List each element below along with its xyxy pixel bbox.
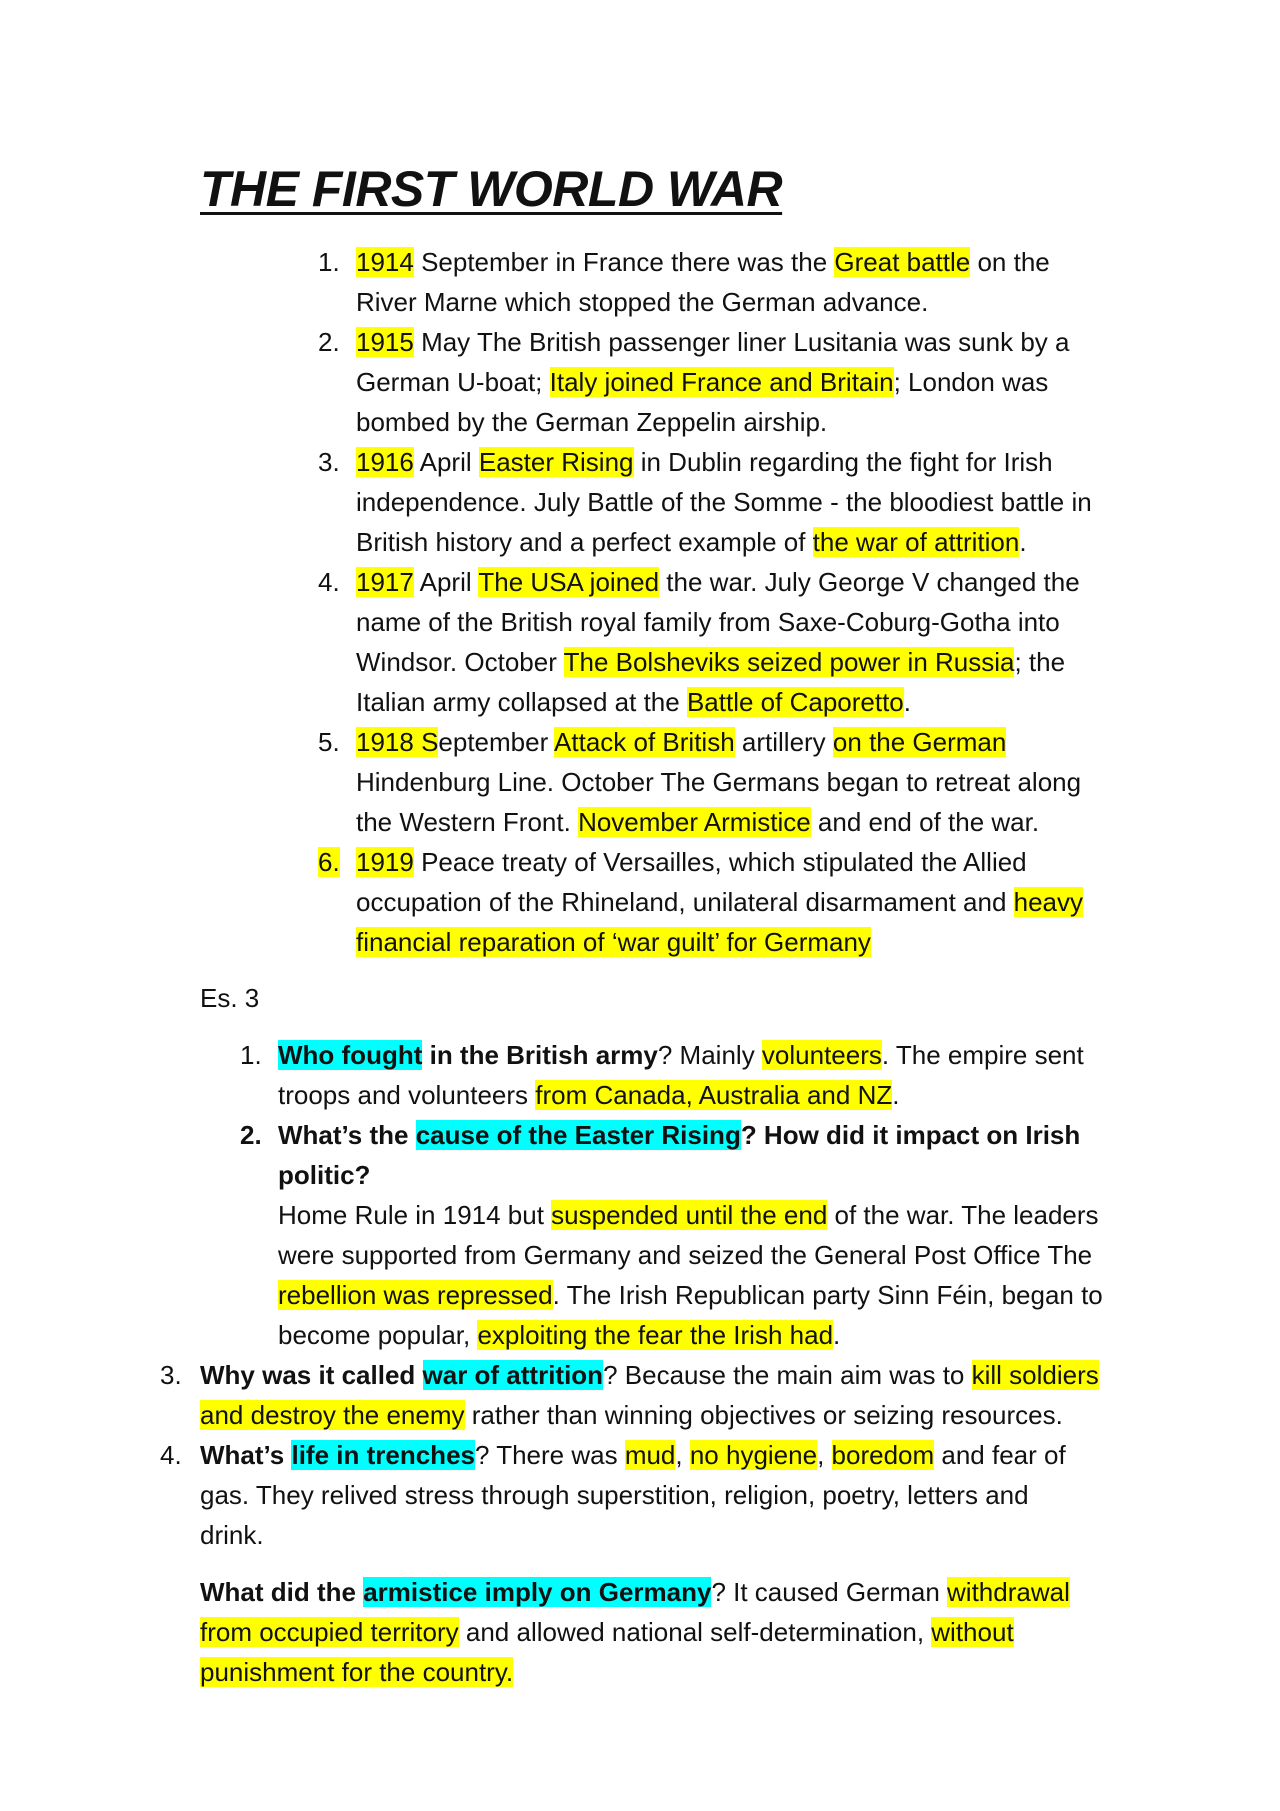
question-line bbox=[200, 1515, 264, 1555]
text-run: What’s the bbox=[278, 1120, 416, 1150]
list-marker bbox=[318, 322, 340, 362]
timeline-item-line bbox=[356, 402, 827, 442]
question-line bbox=[278, 1035, 1084, 1075]
highlighted-text: the war of attrition bbox=[812, 527, 1020, 557]
list-number: 5. bbox=[318, 727, 340, 757]
question-line bbox=[278, 1275, 1103, 1315]
text-run: in Dublin regarding the fight for Irish bbox=[633, 447, 1053, 477]
timeline-item-line bbox=[356, 442, 1053, 482]
question-line bbox=[200, 1355, 1099, 1395]
text-run: troops and volunteers bbox=[278, 1080, 536, 1110]
text-run: ; London was bbox=[893, 367, 1049, 397]
highlighted-text: 1917 bbox=[356, 567, 414, 597]
text-run: . The empire sent bbox=[881, 1040, 1084, 1070]
text-run: and allowed national self-determination, bbox=[458, 1617, 932, 1647]
text-run: were supported from Germany and seized the General Post Office The bbox=[278, 1240, 1093, 1270]
timeline-item-line bbox=[356, 322, 1069, 362]
final-paragraph-line bbox=[200, 1652, 513, 1692]
highlighted-text: and destroy the enemy bbox=[200, 1400, 465, 1430]
question-line bbox=[278, 1115, 1080, 1155]
highlighted-text: withdrawal bbox=[947, 1577, 1070, 1607]
text-run: River Marne which stopped the German advance. bbox=[356, 287, 929, 317]
text-run: April bbox=[413, 447, 479, 477]
list-number: 1. bbox=[318, 247, 340, 277]
text-run: occupation of the Rhineland, unilateral disarmament and bbox=[356, 887, 1014, 917]
text-run: British history and a perfect example of bbox=[356, 527, 813, 557]
text-run: ? How did it impact on Irish bbox=[740, 1120, 1081, 1150]
text-run: and fear of bbox=[934, 1440, 1066, 1470]
timeline-item-line bbox=[356, 522, 1027, 562]
text-run: name of the British royal family from Saxe-Coburg-Gotha into bbox=[356, 607, 1060, 637]
text-run: artillery bbox=[734, 727, 833, 757]
text-run: Windsor. October bbox=[356, 647, 564, 677]
text-run: April bbox=[413, 567, 479, 597]
list-number: 4. bbox=[160, 1440, 182, 1470]
timeline-item-line bbox=[356, 242, 1050, 282]
list-number: 1. bbox=[240, 1040, 262, 1070]
question-line bbox=[278, 1315, 840, 1355]
highlighted-text: on the German bbox=[832, 727, 1007, 757]
timeline-item-line bbox=[356, 482, 1092, 522]
highlighted-text: exploiting the fear the Irish had bbox=[477, 1320, 834, 1350]
question-line bbox=[200, 1475, 1029, 1515]
page-title: THE FIRST WORLD WAR bbox=[200, 161, 783, 217]
list-number: 6. bbox=[318, 847, 340, 877]
timeline-item-line bbox=[356, 602, 1060, 642]
list-marker bbox=[160, 1355, 182, 1395]
text-run: , bbox=[675, 1440, 690, 1470]
text-run: Hindenburg Line. October The Germans began to retreat along bbox=[356, 767, 1082, 797]
text-run: ? Because the main aim was to bbox=[603, 1360, 972, 1390]
text-run: the Western Front. bbox=[356, 807, 579, 837]
highlighted-text: from Canada, Australia and NZ bbox=[535, 1080, 893, 1110]
timeline-item-line bbox=[356, 682, 911, 722]
text-run: of the war. The leaders bbox=[827, 1200, 1099, 1230]
timeline-item-line bbox=[356, 762, 1081, 802]
text-run: and end of the war. bbox=[810, 807, 1040, 837]
final-paragraph-line bbox=[200, 1612, 1014, 1652]
timeline-item-line bbox=[356, 802, 1039, 842]
highlighted-text: 1918 S bbox=[356, 727, 439, 757]
list-number: 3. bbox=[318, 447, 340, 477]
text-run: May The British passenger liner Lusitania was sunk by a bbox=[413, 327, 1070, 357]
text-run: . The Irish Republican party Sinn Féin, began to bbox=[552, 1280, 1103, 1310]
text-run: German U-boat; bbox=[356, 367, 550, 397]
highlighted-text: 1919 bbox=[356, 847, 414, 877]
highlighted-text: rebellion was repressed bbox=[278, 1280, 553, 1310]
highlighted-text: financial reparation of ‘war guilt’ for Germany bbox=[356, 927, 871, 957]
highlighted-text: Italy joined France and Britain bbox=[549, 367, 894, 397]
timeline-item-line bbox=[356, 722, 1006, 762]
text-run: . bbox=[1019, 527, 1027, 557]
timeline-item-line bbox=[356, 922, 871, 962]
highlighted-text: kill soldiers bbox=[971, 1360, 1099, 1390]
list-marker bbox=[318, 562, 340, 602]
timeline-item-line bbox=[356, 842, 1027, 882]
list-number: 4. bbox=[318, 567, 340, 597]
highlighted-text: without bbox=[931, 1617, 1014, 1647]
timeline-item-line bbox=[356, 362, 1048, 402]
list-marker bbox=[318, 842, 340, 882]
list-marker bbox=[318, 722, 340, 762]
text-run: ; the bbox=[1014, 647, 1066, 677]
highlighted-text: cause of the Easter Rising bbox=[415, 1120, 741, 1150]
timeline-item-line bbox=[356, 282, 928, 322]
text-run: ? It caused German bbox=[711, 1577, 948, 1607]
text-run: Why was it called bbox=[200, 1360, 423, 1390]
list-number: 3. bbox=[160, 1360, 182, 1390]
text-run: Home Rule in 1914 but bbox=[278, 1200, 552, 1230]
list-number: 2. bbox=[240, 1120, 262, 1150]
text-run: September in France there was the bbox=[413, 247, 835, 277]
list-marker bbox=[318, 442, 340, 482]
text-run: . bbox=[833, 1320, 841, 1350]
text-run: rather than winning objectives or seizing resources. bbox=[464, 1400, 1063, 1430]
highlighted-text: no hygiene bbox=[689, 1440, 818, 1470]
text-run: the war. July George V changed the bbox=[659, 567, 1080, 597]
question-line bbox=[200, 1435, 1066, 1475]
highlighted-text: volunteers bbox=[761, 1040, 882, 1070]
timeline-item-line bbox=[356, 562, 1080, 602]
question-line bbox=[278, 1075, 899, 1115]
text-run: What did the bbox=[200, 1577, 364, 1607]
highlighted-text: Attack of British bbox=[554, 727, 735, 757]
question-line bbox=[278, 1155, 370, 1195]
highlighted-text: Who fought bbox=[278, 1040, 423, 1070]
exercise-label: Es. 3 bbox=[200, 983, 260, 1013]
text-run: eptember bbox=[438, 727, 555, 757]
highlighted-text: suspended until the end bbox=[551, 1200, 828, 1230]
text-run: in the British army bbox=[422, 1040, 658, 1070]
text-run: . bbox=[892, 1080, 900, 1110]
highlighted-text: 1915 bbox=[356, 327, 414, 357]
text-run: on the bbox=[970, 247, 1050, 277]
text-run: independence. July Battle of the Somme - the bloodiest battle in bbox=[356, 487, 1092, 517]
question-line bbox=[278, 1235, 1092, 1275]
question-line bbox=[278, 1195, 1099, 1235]
final-paragraph-line bbox=[200, 1572, 1070, 1612]
highlighted-text: The USA joined bbox=[478, 567, 660, 597]
list-number: 2. bbox=[318, 327, 340, 357]
highlighted-text: 1914 bbox=[356, 247, 414, 277]
highlighted-text: Great battle bbox=[834, 247, 971, 277]
highlighted-text: Battle of Caporetto bbox=[686, 687, 904, 717]
highlighted-text: 1916 bbox=[356, 447, 414, 477]
highlighted-text: The Bolsheviks seized power in Russia bbox=[563, 647, 1015, 677]
timeline-item-line bbox=[356, 642, 1065, 682]
highlighted-text: from occupied territory bbox=[200, 1617, 459, 1647]
highlighted-text: armistice imply on Germany bbox=[363, 1577, 712, 1607]
text-run: ? There was bbox=[474, 1440, 625, 1470]
question-line bbox=[200, 1395, 1063, 1435]
highlighted-text: mud bbox=[624, 1440, 676, 1470]
list-marker bbox=[318, 242, 340, 282]
text-run: What’s bbox=[200, 1440, 292, 1470]
timeline-item-line bbox=[356, 882, 1083, 922]
list-marker bbox=[240, 1115, 262, 1155]
text-run: politic? bbox=[278, 1160, 371, 1190]
text-run: Peace treaty of Versailles, which stipulated the Allied bbox=[413, 847, 1027, 877]
text-run: gas. They relived stress through superstition, religion, poetry, letters and bbox=[200, 1480, 1029, 1510]
text-run: bombed by the German Zeppelin airship. bbox=[356, 407, 828, 437]
list-marker bbox=[240, 1035, 262, 1075]
text-run: , bbox=[817, 1440, 832, 1470]
highlighted-text: punishment for the country. bbox=[200, 1657, 514, 1687]
highlighted-text: heavy bbox=[1013, 887, 1084, 917]
text-run: . bbox=[903, 687, 912, 717]
text-run: Italian army collapsed at the bbox=[356, 687, 687, 717]
highlighted-text: boredom bbox=[831, 1440, 935, 1470]
list-marker bbox=[160, 1435, 182, 1475]
text-run: become popular, bbox=[278, 1320, 478, 1350]
highlighted-text: November Armistice bbox=[578, 807, 811, 837]
highlighted-text: Easter Rising bbox=[478, 447, 634, 477]
highlighted-text: life in trenches bbox=[291, 1440, 475, 1470]
text-run: drink. bbox=[200, 1520, 264, 1550]
highlighted-text: war of attrition bbox=[422, 1360, 604, 1390]
text-run: ? Mainly bbox=[657, 1040, 762, 1070]
